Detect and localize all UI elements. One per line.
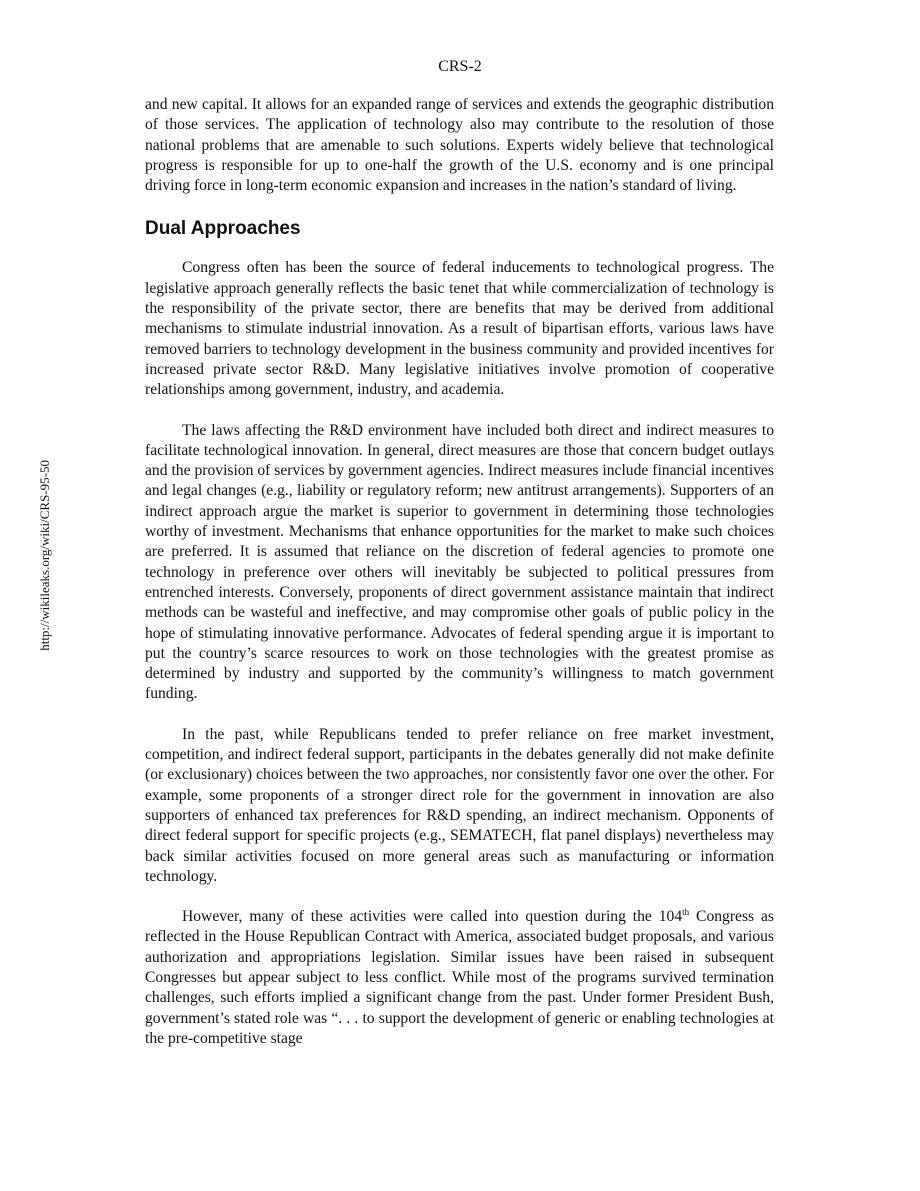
paragraph-gap xyxy=(145,887,774,907)
paragraph-continued: and new capital. It allows for an expanded range of services and extends the geographic distribution of those services. The application of technology also may contribute to the resolution of those national problems that are amenable to such solutions. Experts widely believe that technological progress is responsible for up to one-half the growth of the U.S. economy and is one principal driving force in long-term economic expansion and increases in the nation’s standard of living. xyxy=(145,96,774,195)
paragraph-laws: The laws affecting the R&D environment have included both direct and indirect measures to facilitate technological innovation. In general, direct measures are those that concern budget outlays and the provision of services by government agencies. Indirect measures include financial incentives and legal changes (e.g., liability or regulatory reform; new antitrust arrangements). Supporters of an indirect approach argue the market is superior to government in determining those technologies worthy of investment. Mechanisms that enhance opportunities for the market to make such choices are preferred. It is assumed that reliance on the discretion of federal agencies to promote one technology in preference over others will inevitably be subjected to political pressures from entrenched interests. Conversely, proponents of direct government assistance maintain that indirect methods can be wasteful and ineffective, and may compromise other goals of public policy in the hope of stimulating innovative performance. Advocates of federal spending argue it is important to put the country’s scarce resources to work on those technologies with the greatest promise as determined by industry and supported by the community’s willingness to match government funding. xyxy=(145,421,774,703)
page-header: CRS-2 xyxy=(438,58,482,75)
paragraph-however-start: However, many of these activities were called into question during the 104 xyxy=(182,908,683,926)
paragraph-gap xyxy=(145,705,774,725)
ordinal-superscript: th xyxy=(682,907,690,918)
document-body xyxy=(145,95,774,1049)
paragraph-past: In the past, while Republicans tended to prefer reliance on free market investment, competition, and indirect federal support, participants in the debates generally did not make definite (or exclusionary) choices between the two approaches, nor consistently favor one over the other. For example, some proponents of a stronger direct role for the government in innovation are also supporters of enhanced tax preferences for R&D spending, an indirect mechanism. Opponents of direct federal support for specific projects (e.g., SEMATECH, flat panel displays) nevertheless may back similar activities focused on more general areas such as manufacturing or information technology. xyxy=(145,725,774,885)
paragraph-however xyxy=(145,907,774,1049)
side-margin-url: http://wikileaks.org/wiki/CRS-95-50 xyxy=(37,460,52,651)
paragraph-congress: Congress often has been the source of federal inducements to technological progress. The legislative approach generally reflects the basic tenet that while commercialization of technology is the responsibility of the private sector, there are benefits that may be derived from additional mechanisms to stimulate industrial innovation. As a result of bipartisan efforts, various laws have removed barriers to technology development in the business community and provided incentives for increased private sector R&D. Many legislative initiatives involve promotion of cooperative relationships among government, industry, and academia. xyxy=(145,259,774,399)
paragraph-however-rest: Congress as reflected in the House Republican Contract with America, associated budget proposals, and various authorization and appropriations legislation. Similar issues have been raised in subsequent Congresses but appear subject to less conflict. While most of the programs survived termination challenges, such efforts implied a significant change from the past. Under former President Bush, government’s stated role was “. . . to support the development of generic or enabling technologies at the pre-competitive stage xyxy=(145,908,774,1047)
section-heading: Dual Approaches xyxy=(145,218,301,240)
paragraph-gap xyxy=(145,401,774,421)
